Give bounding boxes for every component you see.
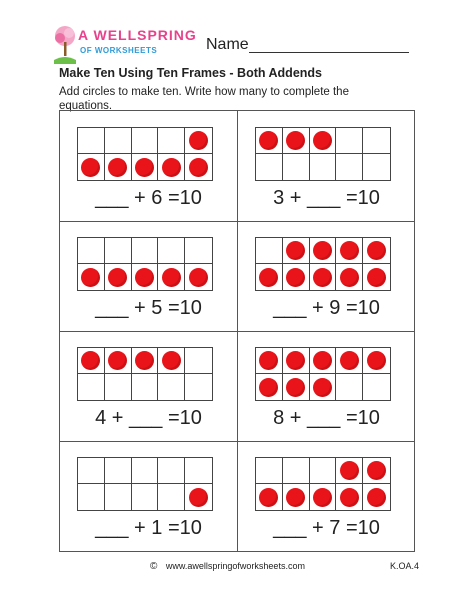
equation[interactable]: 3 + ___ =10 — [273, 187, 380, 209]
ten-frame-box[interactable] — [105, 238, 132, 264]
ten-frame-box[interactable] — [105, 264, 132, 290]
red-counter-icon — [340, 461, 359, 480]
red-counter-icon — [367, 241, 386, 260]
equation[interactable]: ___ + 5 =10 — [95, 297, 202, 319]
ten-frame-box[interactable] — [185, 458, 212, 484]
ten-frame — [77, 347, 213, 401]
problem-grid — [59, 110, 415, 552]
ten-frame-box[interactable] — [310, 374, 337, 400]
ten-frame-box[interactable] — [283, 154, 310, 180]
footer-website: www.awellspringofworksheets.com — [165, 561, 305, 571]
ten-frame-box[interactable] — [336, 128, 363, 154]
name-label: Name — [206, 36, 249, 53]
ten-frame-box[interactable] — [185, 238, 212, 264]
ten-frame-box[interactable] — [78, 348, 105, 374]
red-counter-icon — [340, 241, 359, 260]
problem-cell — [60, 221, 237, 331]
ten-frame-box[interactable] — [158, 128, 185, 154]
ten-frame-box[interactable] — [283, 458, 310, 484]
logo-subtitle: OF WORKSHEETS — [80, 46, 158, 55]
red-counter-icon — [162, 268, 181, 287]
ten-frame-box[interactable] — [336, 458, 363, 484]
ten-frame-box[interactable] — [336, 348, 363, 374]
red-counter-icon — [81, 158, 100, 177]
ten-frame-box[interactable] — [310, 458, 337, 484]
ten-frame-box[interactable] — [363, 458, 390, 484]
ten-frame-box[interactable] — [132, 348, 159, 374]
instructions: Add circles to make ten. Write how many to complete the equations. — [59, 86, 349, 112]
ten-frame-box[interactable] — [132, 458, 159, 484]
ten-frame-box[interactable] — [363, 374, 390, 400]
problem-cell — [238, 111, 415, 221]
ten-frame-box[interactable] — [363, 238, 390, 264]
ten-frame-box[interactable] — [158, 238, 185, 264]
ten-frame-box[interactable] — [132, 374, 159, 400]
red-counter-icon — [313, 268, 332, 287]
ten-frame-box[interactable] — [256, 458, 283, 484]
ten-frame — [255, 237, 391, 291]
ten-frame-box[interactable] — [78, 154, 105, 180]
ten-frame-box[interactable] — [310, 348, 337, 374]
equation[interactable]: 8 + ___ =10 — [273, 407, 380, 429]
ten-frame-box[interactable] — [158, 484, 185, 510]
red-counter-icon — [259, 378, 278, 397]
ten-frame-box[interactable] — [283, 348, 310, 374]
ten-frame-box[interactable] — [78, 458, 105, 484]
ten-frame-box[interactable] — [105, 484, 132, 510]
ten-frame-box[interactable] — [105, 374, 132, 400]
ten-frame-box[interactable] — [158, 264, 185, 290]
ten-frame-box[interactable] — [78, 374, 105, 400]
copyright-symbol: © — [150, 561, 158, 572]
problem-cell — [60, 331, 237, 441]
red-counter-icon — [189, 488, 208, 507]
ten-frame-box[interactable] — [256, 484, 283, 510]
problem-cell — [238, 331, 415, 441]
red-counter-icon — [108, 268, 127, 287]
red-counter-icon — [286, 241, 305, 260]
ten-frame — [255, 457, 391, 511]
ten-frame-box[interactable] — [158, 348, 185, 374]
red-counter-icon — [189, 131, 208, 150]
ten-frame-box[interactable] — [185, 374, 212, 400]
ten-frame-box[interactable] — [310, 128, 337, 154]
red-counter-icon — [108, 351, 127, 370]
problem-cell — [238, 221, 415, 331]
ten-frame-box[interactable] — [78, 238, 105, 264]
ten-frame-box[interactable] — [363, 128, 390, 154]
ten-frame-box[interactable] — [310, 238, 337, 264]
ten-frame — [77, 237, 213, 291]
ten-frame-box[interactable] — [336, 264, 363, 290]
red-counter-icon — [340, 351, 359, 370]
logo-title: A WELLSPRING — [78, 27, 197, 43]
ten-frame-box[interactable] — [158, 154, 185, 180]
ten-frame-box[interactable] — [363, 264, 390, 290]
ten-frame-box[interactable] — [158, 374, 185, 400]
red-counter-icon — [81, 351, 100, 370]
ten-frame-box[interactable] — [283, 374, 310, 400]
ten-frame-box[interactable] — [132, 484, 159, 510]
red-counter-icon — [162, 351, 181, 370]
ten-frame-box[interactable] — [256, 374, 283, 400]
problem-cell — [238, 441, 415, 551]
red-counter-icon — [162, 158, 181, 177]
tree-logo-icon — [54, 24, 76, 64]
red-counter-icon — [259, 351, 278, 370]
ten-frame — [255, 347, 391, 401]
ten-frame-box[interactable] — [283, 238, 310, 264]
ten-frame-box[interactable] — [336, 484, 363, 510]
ten-frame-box[interactable] — [256, 154, 283, 180]
ten-frame-box[interactable] — [132, 128, 159, 154]
ten-frame — [77, 457, 213, 511]
ten-frame-box[interactable] — [310, 484, 337, 510]
red-counter-icon — [367, 268, 386, 287]
ten-frame-box[interactable] — [310, 154, 337, 180]
red-counter-icon — [189, 158, 208, 177]
ten-frame-box[interactable] — [256, 264, 283, 290]
standard-code: K.OA.4 — [390, 561, 420, 571]
red-counter-icon — [340, 268, 359, 287]
equation[interactable]: ___ + 7 =10 — [273, 517, 380, 539]
ten-frame-box[interactable] — [158, 458, 185, 484]
red-counter-icon — [313, 378, 332, 397]
ten-frame-box[interactable] — [256, 128, 283, 154]
red-counter-icon — [367, 351, 386, 370]
footer — [150, 561, 305, 572]
red-counter-icon — [135, 158, 154, 177]
red-counter-icon — [286, 268, 305, 287]
ten-frame-box[interactable] — [363, 154, 390, 180]
ten-frame-box[interactable] — [185, 128, 212, 154]
red-counter-icon — [135, 351, 154, 370]
ten-frame-box[interactable] — [363, 348, 390, 374]
ten-frame-box[interactable] — [185, 154, 212, 180]
problem-cell — [60, 111, 237, 221]
ten-frame-box[interactable] — [132, 238, 159, 264]
name-field-line[interactable] — [249, 52, 409, 53]
red-counter-icon — [286, 378, 305, 397]
ten-frame-box[interactable] — [132, 154, 159, 180]
red-counter-icon — [340, 488, 359, 507]
ten-frame-box[interactable] — [283, 264, 310, 290]
red-counter-icon — [313, 351, 332, 370]
ten-frame-box[interactable] — [132, 264, 159, 290]
equation[interactable]: ___ + 1 =10 — [95, 517, 202, 539]
ten-frame-box[interactable] — [78, 128, 105, 154]
problem-cell — [60, 441, 237, 551]
ten-frame-box[interactable] — [283, 128, 310, 154]
red-counter-icon — [286, 351, 305, 370]
worksheet-title: Make Ten Using Ten Frames - Both Addends — [59, 66, 322, 80]
equation[interactable]: ___ + 9 =10 — [273, 297, 380, 319]
ten-frame-box[interactable] — [256, 238, 283, 264]
ten-frame-box[interactable] — [256, 348, 283, 374]
ten-frame-box[interactable] — [185, 264, 212, 290]
ten-frame-box[interactable] — [105, 348, 132, 374]
red-counter-icon — [313, 131, 332, 150]
logo — [54, 24, 197, 70]
ten-frame-box[interactable] — [78, 264, 105, 290]
ten-frame-box[interactable] — [336, 374, 363, 400]
red-counter-icon — [108, 158, 127, 177]
ten-frame — [255, 127, 391, 181]
equation[interactable]: 4 + ___ =10 — [95, 407, 202, 429]
red-counter-icon — [313, 241, 332, 260]
ten-frame-box[interactable] — [336, 154, 363, 180]
equation[interactable]: ___ + 6 =10 — [95, 187, 202, 209]
ten-frame-box[interactable] — [185, 348, 212, 374]
ten-frame-box[interactable] — [336, 238, 363, 264]
red-counter-icon — [367, 488, 386, 507]
red-counter-icon — [135, 268, 154, 287]
red-counter-icon — [189, 268, 208, 287]
red-counter-icon — [367, 461, 386, 480]
red-counter-icon — [286, 488, 305, 507]
ten-frame-box[interactable] — [78, 484, 105, 510]
ten-frame-box[interactable] — [105, 458, 132, 484]
red-counter-icon — [259, 131, 278, 150]
red-counter-icon — [286, 131, 305, 150]
ten-frame-box[interactable] — [310, 264, 337, 290]
ten-frame-box[interactable] — [105, 128, 132, 154]
ten-frame-box[interactable] — [283, 484, 310, 510]
ten-frame-box[interactable] — [105, 154, 132, 180]
ten-frame — [77, 127, 213, 181]
ten-frame-box[interactable] — [185, 484, 212, 510]
ten-frame-box[interactable] — [363, 484, 390, 510]
red-counter-icon — [313, 488, 332, 507]
red-counter-icon — [81, 268, 100, 287]
red-counter-icon — [259, 268, 278, 287]
red-counter-icon — [259, 488, 278, 507]
